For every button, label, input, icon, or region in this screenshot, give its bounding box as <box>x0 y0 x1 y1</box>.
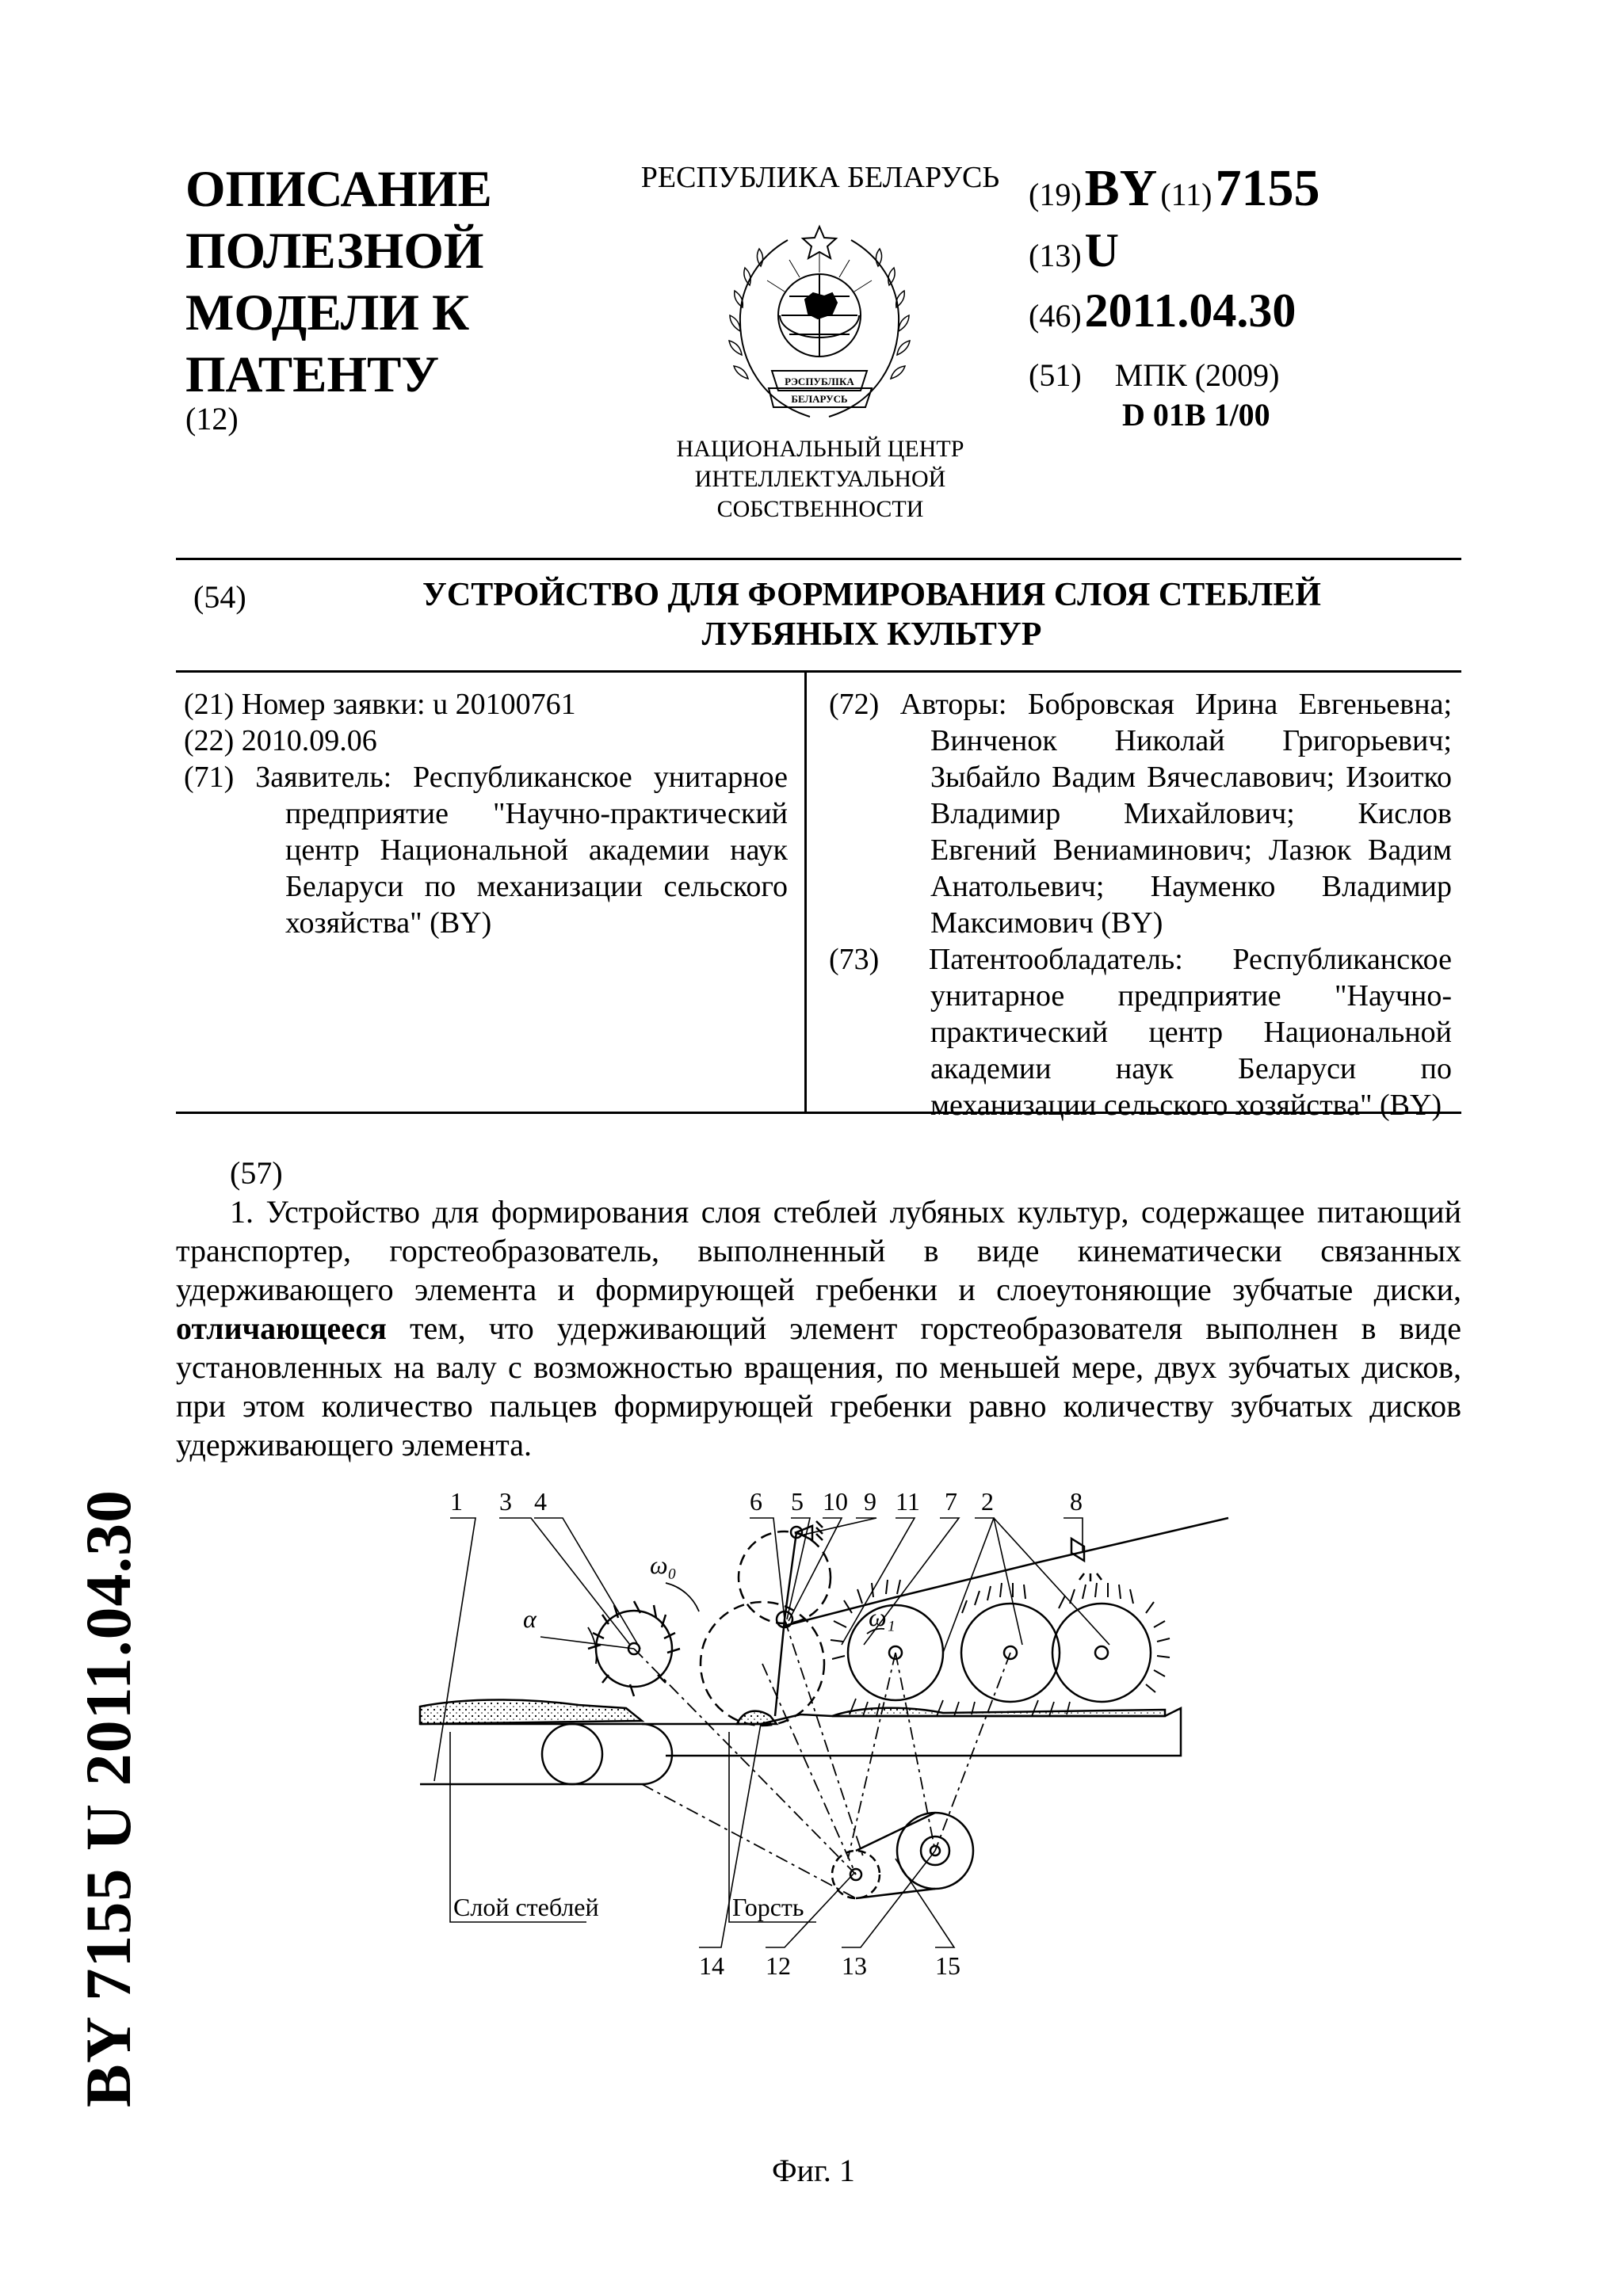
label-4: 4 <box>534 1487 547 1516</box>
label-12: 12 <box>766 1951 791 1980</box>
utility-model-title <box>301 575 1442 654</box>
divider-top <box>176 558 1461 560</box>
figure-caption: Фиг. 1 <box>772 2153 855 2188</box>
code-54: (54) <box>193 579 246 615</box>
ipc-label: МПК (2009) <box>1114 357 1280 393</box>
label-8: 8 <box>1070 1487 1083 1516</box>
publication-date: 2011.04.30 <box>1084 284 1296 337</box>
stem-layer <box>420 1700 642 1725</box>
divider-middle <box>176 670 1461 673</box>
label-2: 2 <box>981 1487 994 1516</box>
biblio-right-column <box>829 686 1452 1123</box>
applicant: (71) Заявитель: Республиканское унитарное предприятие "Научно-практический центр Национальной академии наук Беларуси по механизации сельского хозяйства" (BY) <box>184 761 788 940</box>
title54-line-1: УСТРОЙСТВО ДЛЯ ФОРМИРОВАНИЯ СЛОЯ СТЕБЛЕЙ <box>422 577 1321 613</box>
authors: (72) Авторы: Бобровская Ирина Евгеньевна; Винченок Николай Григорьевич; Зыбайло Вадим Вячеславович; Изоитко Владимир Михайлович; Кислов Евгений Вениаминович; Лазюк Вадим Анатольевич; Науменко Владимир Максимович (BY) <box>829 688 1452 940</box>
claim-text-2: тем, что удерживающий элемент горстеобразователя выполнен в виде установленных на валу с возможностью вращения, по меньшей мере, двух зубчатых дисков, при этом количество пальцев формирующей гребенки равно количеству зубчатых дисков удерживающего элемента. <box>176 1310 1462 1463</box>
side-publication-id: BY 7155 U 2011.04.30 <box>72 1489 144 2107</box>
national-center-name <box>618 434 1022 524</box>
title54-line-2: ЛУБЯНЫХ КУЛЬТУР <box>701 616 1042 653</box>
stem-layer-label: Слой стеблей <box>453 1893 599 1921</box>
filing-date: (22) 2010.09.06 <box>184 724 377 757</box>
svg-text:БЕЛАРУСЬ: БЕЛАРУСЬ <box>791 393 848 405</box>
label-14: 14 <box>699 1951 724 1980</box>
conveyor-roller <box>542 1724 602 1784</box>
center-line-2: ИНТЕЛЛЕКТУАЛЬНОЙ <box>694 466 946 492</box>
omega1-label: ω₁ <box>869 1603 896 1631</box>
claim-text-1: 1. Устройство для формирования слоя стеблей лубяных культур, содержащее питающий транспортер, горстеобразователь, выполненный в виде кинематически связанных удерживающего элемента и формирующей гребенки и слоеутоняющие зубчатые диски, <box>176 1194 1461 1307</box>
title-line-3: МОДЕЛИ К <box>185 284 470 341</box>
center-line-1: НАЦИОНАЛЬНЫЙ ЦЕНТР <box>676 436 964 462</box>
application-number: (21) Номер заявки: u 20100761 <box>184 688 576 721</box>
technical-drawing <box>388 1486 1284 2057</box>
code-13: (13) <box>1029 238 1082 273</box>
country-code: BY <box>1084 159 1158 217</box>
code-19: (19) <box>1029 177 1082 212</box>
label-3: 3 <box>499 1487 512 1516</box>
label-10: 10 <box>823 1487 848 1516</box>
code-46: (46) <box>1029 298 1082 334</box>
abstract <box>176 1154 1461 1464</box>
thinning-disc-2b <box>1052 1604 1151 1702</box>
claim-keyword: отличающееся <box>176 1310 387 1346</box>
bunch-label: Горсть <box>732 1893 804 1921</box>
disc-teeth <box>831 1580 1170 1692</box>
label-15: 15 <box>935 1951 960 1980</box>
label-13: 13 <box>842 1951 867 1980</box>
code-12: (12) <box>185 401 239 437</box>
bunch <box>737 1711 777 1724</box>
label-11: 11 <box>896 1487 920 1516</box>
title-line-2: ПОЛЕЗНОЙ <box>185 223 484 280</box>
title-line-4: ПАТЕНТУ <box>185 346 440 403</box>
patent-holder: (73) Патентообладатель: Республиканское унитарное предприятие "Научно-практический центр Национальной академии наук Беларуси по механизации сельского хозяйства" (BY) <box>829 943 1452 1122</box>
kind-code: U <box>1084 224 1119 277</box>
title-line-1: ОПИСАНИЕ <box>185 161 492 218</box>
code-11: (11) <box>1160 177 1212 212</box>
svg-text:РЭСПУБЛІКА: РЭСПУБЛІКА <box>785 376 854 387</box>
document-title <box>185 158 550 406</box>
state-emblem-icon <box>716 220 922 426</box>
column-divider <box>804 670 807 1114</box>
code-51: (51) <box>1029 357 1082 393</box>
label-1: 1 <box>450 1487 463 1516</box>
crank-circle <box>739 1531 831 1623</box>
ipc-code: D 01B 1/00 <box>1122 397 1270 433</box>
label-9: 9 <box>864 1487 876 1516</box>
republic-name: РЕСПУБЛИКА БЕЛАРУСЬ <box>640 161 1000 194</box>
center-line-3: СОБСТВЕННОСТИ <box>716 496 924 522</box>
patent-number: 7155 <box>1215 159 1320 217</box>
feed-conveyor <box>420 1724 672 1784</box>
label-6: 6 <box>750 1487 762 1516</box>
code-57: (57) <box>230 1155 283 1191</box>
alpha-label: α <box>523 1604 537 1633</box>
label-7: 7 <box>945 1487 957 1516</box>
label-5: 5 <box>791 1487 804 1516</box>
biblio-left-column <box>184 686 788 941</box>
omega0-label: ω₀ <box>650 1550 677 1579</box>
claim-1 <box>176 1192 1461 1464</box>
